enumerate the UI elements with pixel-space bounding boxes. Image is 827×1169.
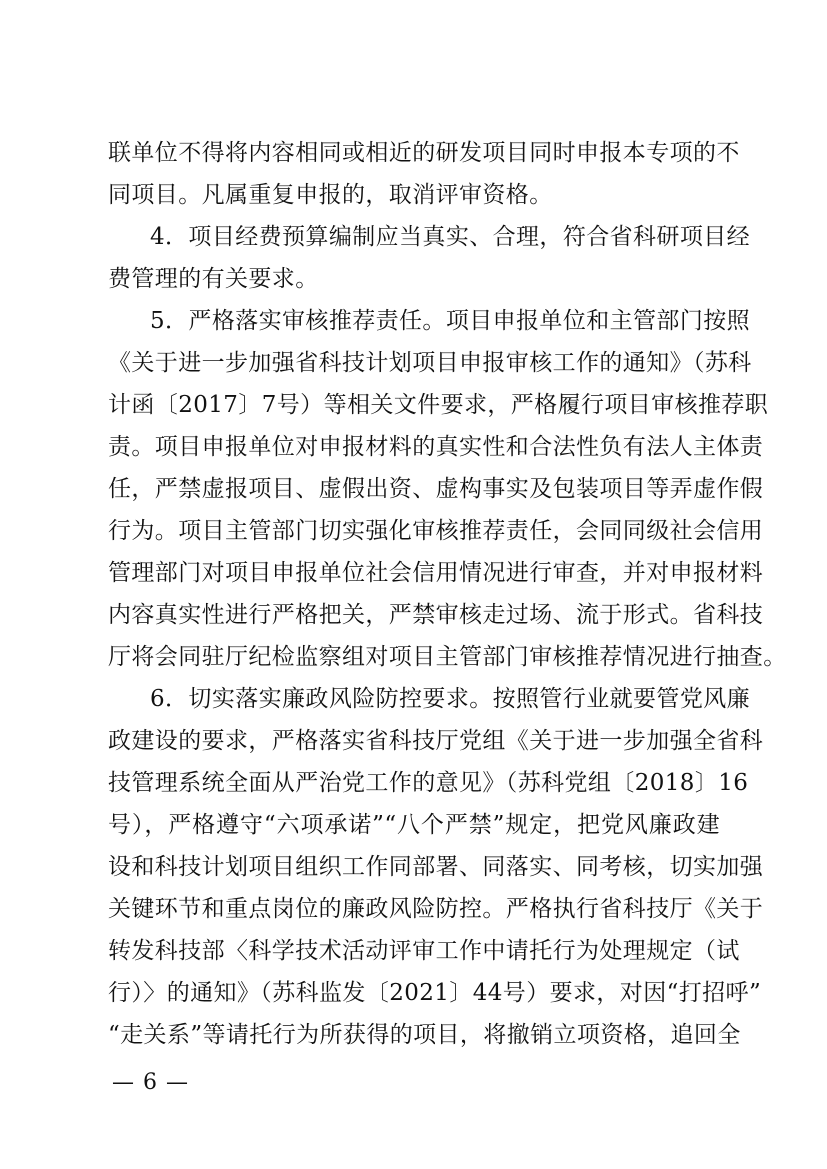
text-line: 行为。项目主管部门切实强化审核推荐责任，会同同级社会信用: [108, 518, 764, 544]
text-line: 联单位不得将内容相同或相近的研发项目同时申报本专项的不: [108, 140, 740, 166]
text-line: 行）〉的通知》（苏科监发〔2021〕44号）要求，对因“打招呼”: [108, 980, 762, 1006]
text-line: 政建设的要求，严格落实省科技厅党组《关于进一步加强全省科: [108, 728, 764, 754]
page-number: — 6 —: [112, 1070, 189, 1095]
text-line: 号），严格遵守“六项承诺”“八个严禁”规定，把党风廉政建: [108, 812, 720, 838]
text-line: 内容真实性进行严格把关，严禁审核走过场、流于形式。省科技: [108, 602, 764, 628]
text-line: 同项目。凡属重复申报的，取消评审资格。: [108, 182, 553, 208]
text-line: 管理部门对项目申报单位社会信用情况进行审查，并对申报材料: [108, 560, 764, 586]
text-line: 技管理系统全面从严治党工作的意见》（苏科党组〔2018〕16: [108, 770, 749, 796]
text-line: 责。项目申报单位对申报材料的真实性和合法性负有法人主体责: [108, 434, 764, 460]
paragraph-5-start: 5．严格落实审核推荐责任。项目申报单位和主管部门按照: [150, 308, 751, 334]
text-line: 任，严禁虚报项目、虚假出资、虚构事实及包装项目等弄虚作假: [108, 476, 764, 502]
text-line: 关键环节和重点岗位的廉政风险防控。严格执行省科技厅《关于: [108, 896, 764, 922]
text-line: 费管理的有关要求。: [108, 266, 319, 292]
text-line: “走关系”等请托行为所获得的项目，将撤销立项资格，追回全: [108, 1022, 741, 1048]
text-line: 计函〔2017〕7号）等相关文件要求，严格履行项目审核推荐职: [108, 392, 769, 418]
paragraph-6-start: 6．切实落实廉政风险防控要求。按照管行业就要管党风廉: [150, 686, 751, 712]
text-line: 转发科技部〈科学技术活动评审工作中请托行为处理规定（试: [108, 938, 740, 964]
paragraph-4-start: 4．项目经费预算编制应当真实、合理，符合省科研项目经: [150, 224, 751, 250]
text-line: 设和科技计划项目组织工作同部署、同落实、同考核，切实加强: [108, 854, 764, 880]
text-line: 《关于进一步加强省科技计划项目申报审核工作的通知》（苏科: [108, 350, 752, 376]
text-line: 厅将会同驻厅纪检监察组对项目主管部门审核推荐情况进行抽查。: [108, 644, 787, 670]
